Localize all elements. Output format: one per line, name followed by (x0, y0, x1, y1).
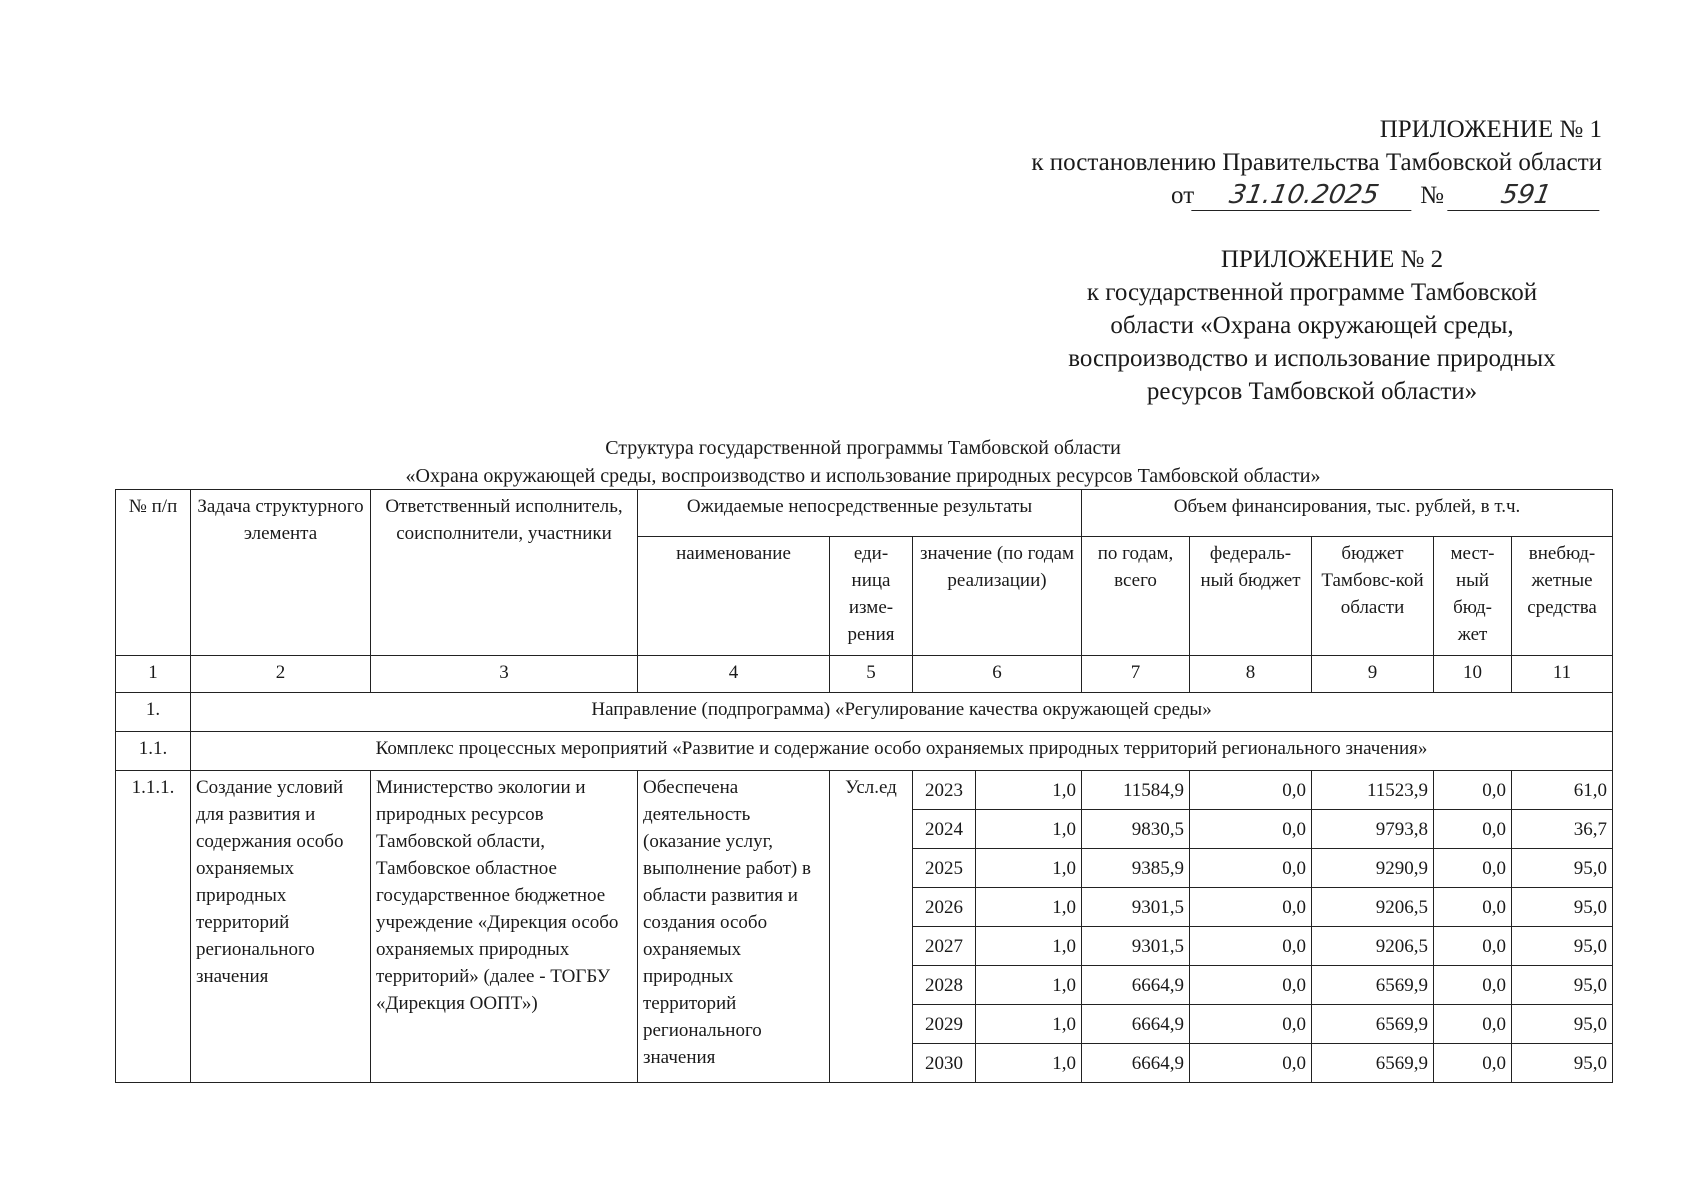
section-title: Направление (подпрограмма) «Регулирование качества окружающей среды» (191, 693, 1613, 732)
annex-1-resolution-line: к постановлению Правительства Тамбовской области (1031, 149, 1602, 176)
header-finance-extra: внебюд-жетные средства (1512, 537, 1613, 656)
annex-2-line: области «Охрана окружающей среды, (1110, 312, 1514, 339)
column-number: 7 (1082, 656, 1190, 693)
value-cell: 1,0 (976, 849, 1082, 888)
section-number: 1. (116, 693, 191, 732)
column-number: 11 (1512, 656, 1613, 693)
extra-cell: 95,0 (1512, 1005, 1613, 1044)
extra-cell: 36,7 (1512, 810, 1613, 849)
year-cell: 2025 (913, 849, 976, 888)
structure-table (115, 489, 1613, 1083)
subsection-row (116, 732, 1613, 771)
extra-cell: 95,0 (1512, 849, 1613, 888)
column-number: 1 (116, 656, 191, 693)
handwritten-number: 591 (1447, 180, 1604, 211)
local-cell: 0,0 (1434, 888, 1512, 927)
total-cell: 11584,9 (1082, 771, 1190, 810)
regional-cell: 11523,9 (1312, 771, 1434, 810)
section-row (116, 693, 1613, 732)
column-number: 5 (830, 656, 913, 693)
column-number: 4 (638, 656, 830, 693)
local-cell: 0,0 (1434, 810, 1512, 849)
regional-cell: 9206,5 (1312, 888, 1434, 927)
header-finance-federal: федераль-ный бюджет (1190, 537, 1312, 656)
item-task: Создание условий для развития и содержания особо охраняемых природных территорий регионального значения (191, 771, 371, 1083)
extra-cell: 95,0 (1512, 888, 1613, 927)
local-cell: 0,0 (1434, 771, 1512, 810)
column-number: 8 (1190, 656, 1312, 693)
header-finance-local: мест-ный бюд-жет (1434, 537, 1512, 656)
federal-cell: 0,0 (1190, 927, 1312, 966)
regional-cell: 9290,9 (1312, 849, 1434, 888)
regional-cell: 6569,9 (1312, 966, 1434, 1005)
year-cell: 2030 (913, 1044, 976, 1083)
header-responsible: Ответственный исполнитель, соисполнители, участники (371, 490, 638, 656)
year-cell: 2028 (913, 966, 976, 1005)
column-number: 6 (913, 656, 1082, 693)
value-cell: 1,0 (976, 771, 1082, 810)
regional-cell: 9793,8 (1312, 810, 1434, 849)
year-cell: 2027 (913, 927, 976, 966)
total-cell: 9385,9 (1082, 849, 1190, 888)
extra-cell: 95,0 (1512, 927, 1613, 966)
item-number: 1.1.1. (116, 771, 191, 1083)
annex-2-line: ресурсов Тамбовской области» (1146, 378, 1478, 405)
total-cell: 6664,9 (1082, 1044, 1190, 1083)
annex-1-header (1031, 113, 1602, 212)
total-cell: 9301,5 (1082, 888, 1190, 927)
header-result-name: наименование (638, 537, 830, 656)
total-cell: 9301,5 (1082, 927, 1190, 966)
handwritten-date: 31.10.2025 (1191, 180, 1416, 211)
value-cell: 1,0 (976, 888, 1082, 927)
table-title-line: Структура государственной программы Тамбовской области (605, 437, 1121, 459)
header-finance-group: Объем финансирования, тыс. рублей, в т.ч. (1082, 490, 1613, 537)
subsection-title: Комплекс процессных мероприятий «Развитие и содержание особо охраняемых природных территорий регионального значения» (191, 732, 1613, 771)
local-cell: 0,0 (1434, 1005, 1512, 1044)
annex-2-line: к государственной программе Тамбовской (1086, 279, 1538, 306)
year-cell: 2024 (913, 810, 976, 849)
extra-cell: 95,0 (1512, 1044, 1613, 1083)
header-result-unit: еди-ница изме-рения (830, 537, 913, 656)
regional-cell: 6569,9 (1312, 1044, 1434, 1083)
annex-2-header (1022, 243, 1602, 408)
annex-2-line: воспроизводство и использование природных (1068, 345, 1556, 372)
item-result-name: Обеспечена деятельность (оказание услуг, выполнение работ) в области развития и создания особо охраняемых природных территорий регионального значения (638, 771, 830, 1083)
value-cell: 1,0 (976, 1044, 1082, 1083)
local-cell: 0,0 (1434, 849, 1512, 888)
annex-1-reference-line (1031, 179, 1602, 212)
subsection-number: 1.1. (116, 732, 191, 771)
value-cell: 1,0 (976, 1005, 1082, 1044)
year-cell: 2023 (913, 771, 976, 810)
header-finance-total: по годам, всего (1082, 537, 1190, 656)
year-cell: 2029 (913, 1005, 976, 1044)
header-task: Задача структурного элемента (191, 490, 371, 656)
total-cell: 6664,9 (1082, 1005, 1190, 1044)
regional-cell: 9206,5 (1312, 927, 1434, 966)
column-number: 9 (1312, 656, 1434, 693)
annex-1-title: ПРИЛОЖЕНИЕ № 1 (1379, 116, 1602, 143)
column-number: 10 (1434, 656, 1512, 693)
total-cell: 9830,5 (1082, 810, 1190, 849)
local-cell: 0,0 (1434, 1044, 1512, 1083)
extra-cell: 61,0 (1512, 771, 1613, 810)
federal-cell: 0,0 (1190, 849, 1312, 888)
local-cell: 0,0 (1434, 966, 1512, 1005)
table-row (116, 771, 1613, 810)
annex-2-title: ПРИЛОЖЕНИЕ № 2 (1220, 246, 1444, 273)
federal-cell: 0,0 (1190, 1044, 1312, 1083)
extra-cell: 95,0 (1512, 966, 1613, 1005)
value-cell: 1,0 (976, 927, 1082, 966)
item-unit: Усл.ед (830, 771, 913, 1083)
header-row (116, 490, 1613, 537)
number-sign: № (1420, 182, 1444, 209)
column-number: 3 (371, 656, 638, 693)
value-cell: 1,0 (976, 810, 1082, 849)
header-num: № п/п (116, 490, 191, 656)
header-finance-regional: бюджет Тамбовс-кой области (1312, 537, 1434, 656)
federal-cell: 0,0 (1190, 888, 1312, 927)
federal-cell: 0,0 (1190, 771, 1312, 810)
header-result-value: значение (по годам реализации) (913, 537, 1082, 656)
table-title-line: «Охрана окружающей среды, воспроизводство и использование природных ресурсов Тамбовской области» (405, 465, 1321, 487)
table-title (116, 434, 1610, 490)
year-cell: 2026 (913, 888, 976, 927)
federal-cell: 0,0 (1190, 810, 1312, 849)
local-cell: 0,0 (1434, 927, 1512, 966)
total-cell: 6664,9 (1082, 966, 1190, 1005)
value-cell: 1,0 (976, 966, 1082, 1005)
regional-cell: 6569,9 (1312, 1005, 1434, 1044)
header-results-group: Ожидаемые непосредственные результаты (638, 490, 1082, 537)
federal-cell: 0,0 (1190, 1005, 1312, 1044)
column-number-row (116, 656, 1613, 693)
federal-cell: 0,0 (1190, 966, 1312, 1005)
date-prefix: от (1171, 182, 1195, 209)
column-number: 2 (191, 656, 371, 693)
item-responsible: Министерство экологии и природных ресурсов Тамбовской области, Тамбовское областное государственное бюджетное учреждение «Дирекция особо охраняемых природных территорий» (далее - ТОГБУ «Дирекция ООПТ») (371, 771, 638, 1083)
